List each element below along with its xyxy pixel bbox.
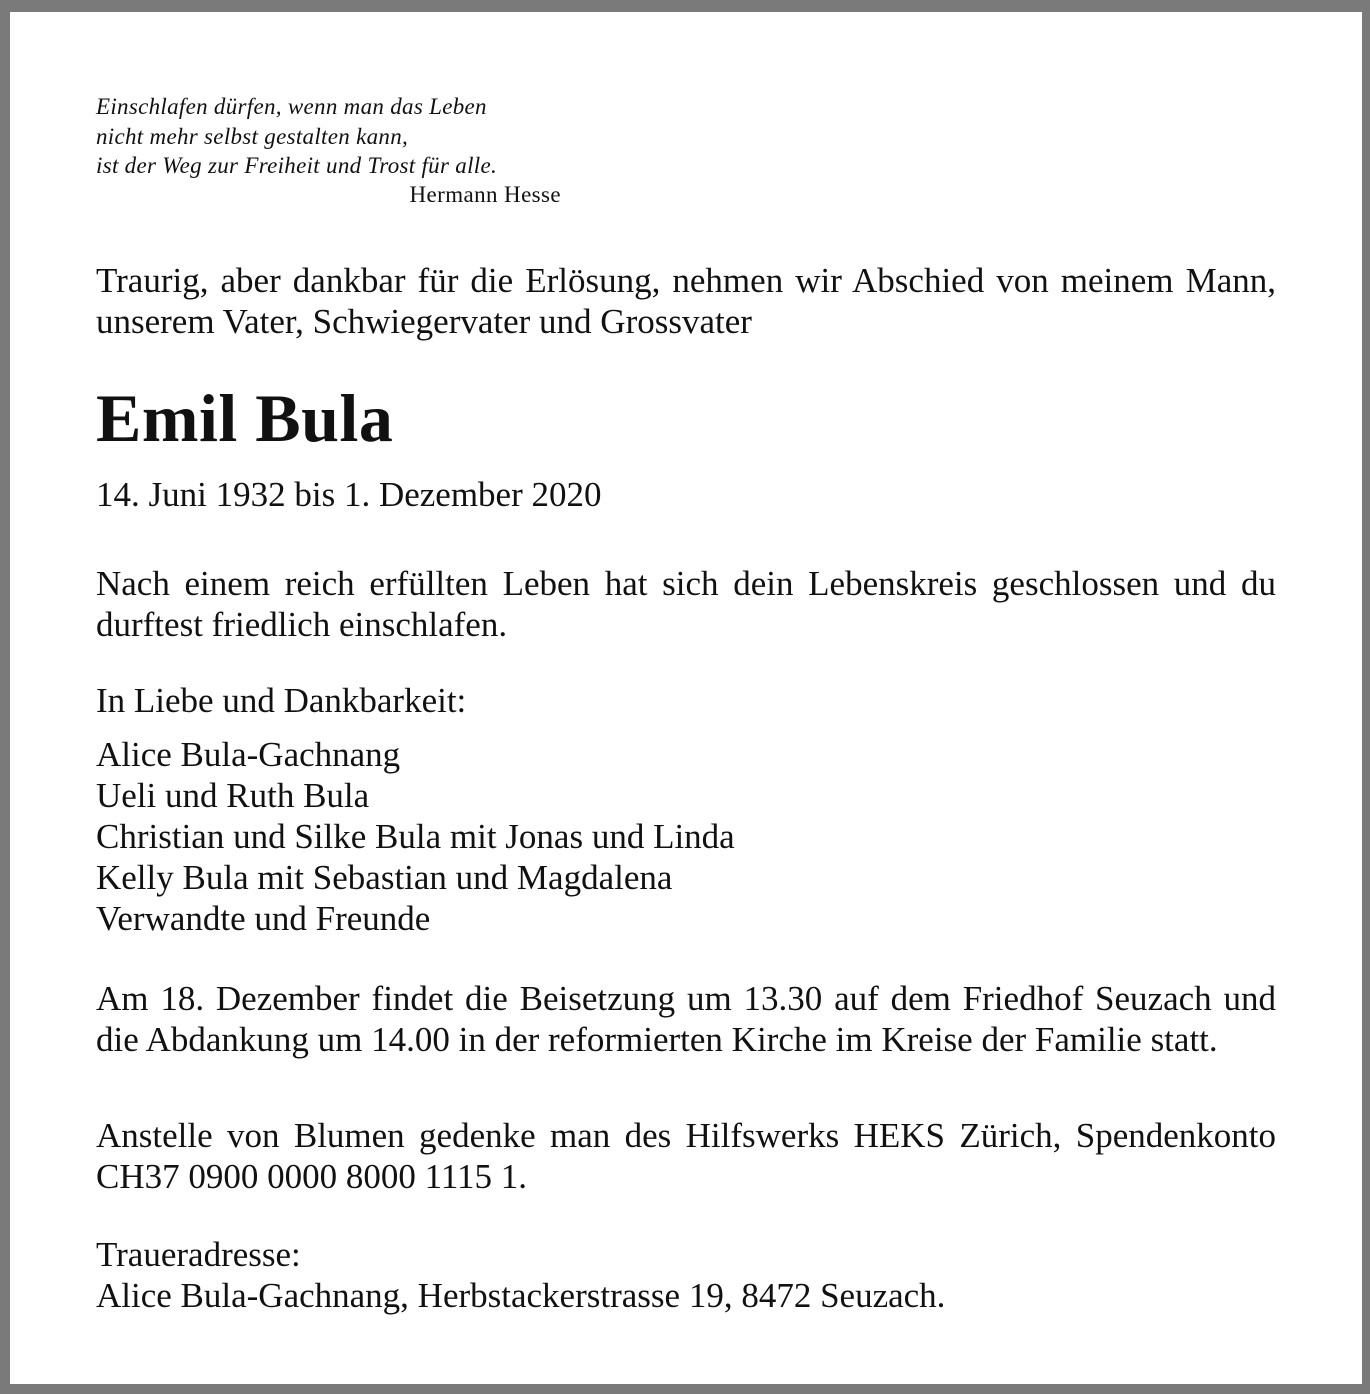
quote-line: Einschlafen dürfen, wenn man das Leben (96, 94, 487, 119)
donation-text: Anstelle von Blumen gedenke man des Hilfswerks HEKS Zürich, Spendenkonto CH37 0900 0000 8000 1115 1. (96, 1116, 1276, 1196)
obituary-page (10, 12, 1362, 1384)
quote-line: nicht mehr selbst gestalten kann, (96, 123, 409, 149)
life-dates: 14. Juni 1932 bis 1. Dezember 2020 (96, 475, 602, 514)
mourners-list (96, 734, 1276, 939)
address-block (96, 1234, 1276, 1316)
quote (96, 92, 566, 181)
mourner-name: Alice Bula-Gachnang (96, 735, 401, 774)
mourner-name: Kelly Bula mit Sebastian und Magdalena (96, 858, 673, 897)
intro-text: Traurig, aber dankbar für die Erlösung, nehmen wir Abschied von meinem Mann, unserem Vater, Schwiegervater und Grossvater (96, 261, 1276, 341)
mourner-name: Ueli und Ruth Bula (96, 776, 370, 815)
tribute-text: Nach einem reich erfüllten Leben hat sich dein Lebenskreis geschlossen und du durftest friedlich einschlafen. (96, 564, 1276, 644)
quote-line: ist der Weg zur Freiheit und Trost für alle. (96, 153, 498, 178)
address-value: Alice Bula-Gachnang, Herbstackerstrasse 19, 8472 Seuzach. (96, 1276, 946, 1315)
quote-author: Hermann Hesse (409, 182, 561, 207)
mourner-name: Verwandte und Freunde (96, 899, 431, 938)
address-label: Traueradresse: (96, 1235, 301, 1274)
mourners-heading: In Liebe und Dankbarkeit: (96, 681, 467, 720)
deceased-name: Emil Bula (96, 380, 394, 456)
ceremony-text: Am 18. Dezember findet die Beisetzung um 13.30 auf dem Friedhof Seuzach und die Abdankung um 14.00 in der reformierten Kirche im Kreise der Familie statt. (96, 979, 1276, 1059)
mourner-name: Christian und Silke Bula mit Jonas und Linda (96, 817, 735, 856)
